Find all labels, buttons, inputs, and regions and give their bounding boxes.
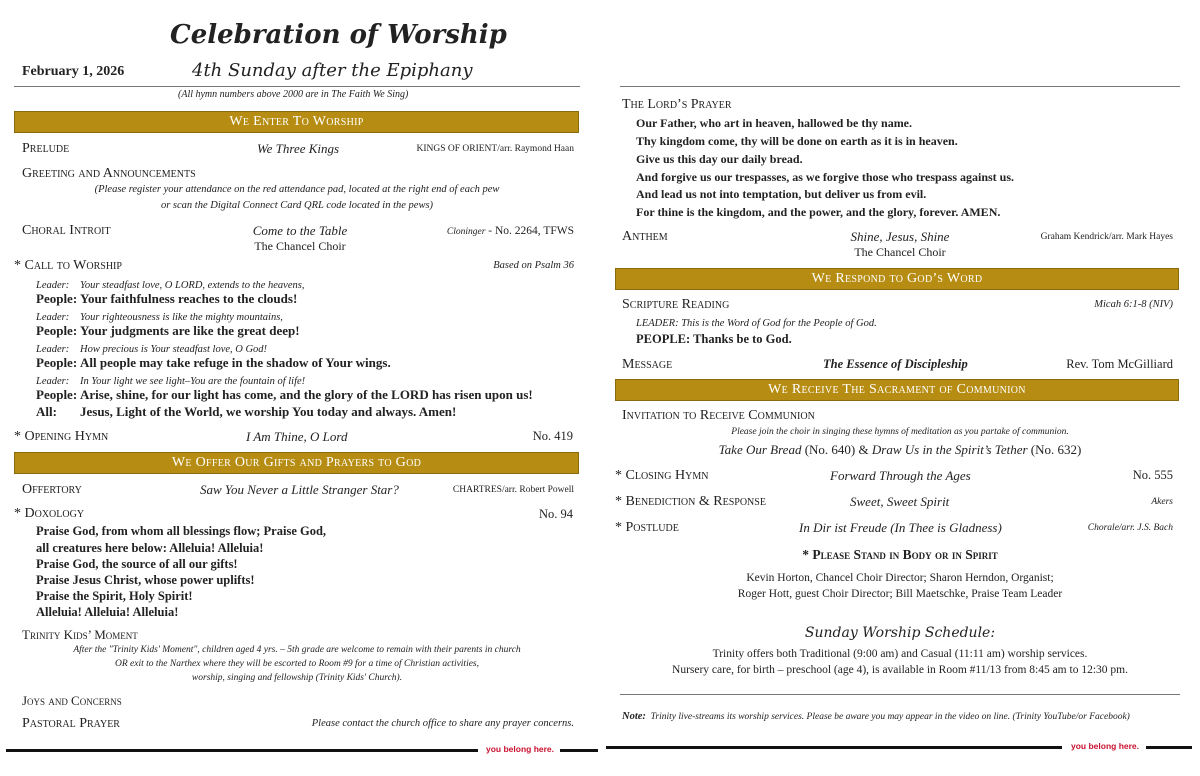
hymn-note: (All hymn numbers above 2000 are in The Faith We Sing) — [178, 89, 409, 100]
litany-speaker: Leader: — [36, 376, 70, 387]
doxology-line: Praise God, the source of all our gifts! — [36, 557, 238, 571]
invitation-label: Invitation to Receive Communion — [622, 408, 815, 423]
litany-speaker: People: — [36, 291, 78, 306]
prayer-line: Give us this day our daily bread. — [636, 152, 803, 166]
footer-rule-right-end — [1146, 746, 1192, 749]
kids-label: Trinity Kids’ Moment — [22, 627, 138, 642]
litany-speaker: People: — [36, 387, 78, 402]
note-label: Note: — [622, 711, 646, 722]
litany-text: Your righteousness is like the mighty mountains, — [80, 312, 283, 323]
doxology-label: * Doxology — [14, 506, 85, 521]
scripture-people: PEOPLE: Thanks be to God. — [636, 332, 792, 346]
offertory-credit: CHARTRES/arr. Robert Powell — [452, 485, 574, 495]
greeting-note-1: (Please register your attendance on the red attendance pad, located at the right end of each pew — [94, 184, 500, 195]
lords-prayer-label: The Lord’s Prayer — [622, 97, 732, 112]
anthem-performer: The Chancel Choir — [854, 245, 946, 259]
schedule-line-1: Trinity offers both Traditional (9:00 am) and Casual (11:11 am) worship services. — [712, 648, 1088, 660]
litany-text: All people may take refuge in the shadow of Your wings. — [80, 355, 391, 370]
header-rule — [14, 86, 580, 87]
kids-note-3: worship, singing and fellowship (Trinity Kids' Church). — [191, 673, 403, 683]
doxology-number: No. 94 — [538, 507, 573, 521]
doxology-line: all creatures here below: Alleluia! Alleluia! — [36, 541, 264, 555]
anthem-credit: Graham Kendrick/arr. Mark Hayes — [1040, 232, 1173, 242]
benediction-label: * Benediction & Response — [615, 494, 766, 509]
postlude-title: In Dir ist Freude (In Thee is Gladness) — [799, 520, 1002, 535]
litany-text: Jesus, Light of the World, we worship You today and always. Amen! — [80, 404, 457, 419]
prelude-label: Prelude — [22, 141, 70, 156]
opening-hymn-number: No. 419 — [532, 429, 573, 443]
communion-hymn-2: Draw Us in the Spirit’s Tether — [871, 442, 1028, 457]
doxology-line: Praise God, from whom all blessings flow; Praise God, — [36, 524, 327, 538]
offertory-label: Offertory — [22, 482, 82, 497]
communion-hymn-1: Take Our Bread — [718, 442, 802, 457]
litany-line — [36, 355, 391, 371]
litany-speaker: All: — [36, 404, 57, 419]
staff-line-1: Kevin Horton, Chancel Choir Director; Sharon Herndon, Organist; — [746, 572, 1054, 584]
anthem-title: Shine, Jesus, Shine — [850, 229, 950, 244]
note-text: Trinity live-streams its worship services. Please be aware you may appear in the video on line. (Trinity YouTube/or Facebook) — [650, 712, 1130, 722]
header-rule-right — [620, 86, 1180, 87]
doxology-line: Alleluia! Alleluia! Alleluia! — [36, 605, 179, 619]
prayer-line: Thy kingdom come, thy will be done on earth as it is in heaven. — [636, 134, 958, 148]
scripture-leader: LEADER: This is the Word of God for the People of God. — [636, 318, 877, 329]
prelude-title: We Three Kings — [257, 141, 340, 156]
doxology-line: Praise Jesus Christ, whose power uplifts! — [36, 573, 255, 587]
litany-text: Arise, shine, for our light has come, and the glory of the LORD has risen upon us! — [80, 387, 533, 402]
doxology-line: Praise the Spirit, Holy Spirit! — [36, 589, 193, 603]
prelude-credit: KINGS OF ORIENT/arr. Raymond Haan — [416, 144, 574, 154]
call-source: Based on Psalm 36 — [493, 260, 574, 271]
litany-text: Your steadfast love, O LORD, extends to the heavens, — [80, 280, 305, 291]
litany-text: Your faithfulness reaches to the clouds! — [80, 291, 298, 306]
introit-number: - No. 2264, TFWS — [485, 225, 574, 237]
invitation-note: Please join the choir in singing these hymns of meditation as you partake of communion. — [731, 427, 1069, 437]
message-speaker: Rev. Tom McGilliard — [1066, 357, 1173, 371]
schedule-line-2: Nursery care, for birth – preschool (age 4), is available in Room #11/13 from 8:45 am to 12:30 pm. — [672, 664, 1128, 676]
prayer-line: And forgive us our trespasses, as we forgive those who trespass against us. — [636, 170, 1015, 184]
footer-rule-right — [606, 746, 1062, 749]
offertory-title: Saw You Never a Little Stranger Star? — [200, 482, 399, 497]
litany-speaker: Leader: — [36, 280, 70, 291]
staff-line-2: Roger Hott, guest Choir Director; Bill Maetschke, Praise Team Leader — [737, 588, 1063, 600]
pastoral-note: Please contact the church office to share any prayer concerns. — [311, 718, 574, 729]
footer-rule-left — [6, 749, 478, 752]
section-bar-respond: We Respond to God’s Word — [615, 268, 1179, 290]
litany-line — [36, 291, 297, 307]
litany-line — [36, 323, 300, 339]
kids-note-2: OR exit to the Narthex where they will be escorted to Room #9 for a time of Christian activities, — [114, 659, 480, 669]
scripture-reference: Micah 6:1-8 (NIV) — [1094, 299, 1173, 310]
litany-line — [36, 308, 283, 324]
litany-text: How precious is Your steadfast love, O God! — [80, 344, 268, 355]
livestream-note — [622, 711, 1130, 722]
scripture-label: Scripture Reading — [622, 297, 730, 312]
benediction-title: Sweet, Sweet Spirit — [850, 494, 950, 509]
litany-speaker: People: — [36, 355, 78, 370]
liturgical-day: 4th Sunday after the Epiphany — [192, 60, 473, 81]
litany-speaker: People: — [36, 323, 78, 338]
anthem-label: Anthem — [622, 229, 668, 244]
introit-credit — [400, 225, 574, 237]
prayer-line: Our Father, who art in heaven, hallowed be thy name. — [636, 116, 913, 130]
litany-line — [36, 372, 305, 388]
message-label: Message — [622, 357, 673, 372]
postlude-credit: Chorale/arr. J.S. Bach — [1087, 523, 1173, 533]
litany-line — [36, 340, 267, 356]
message-title: The Essence of Discipleship — [823, 357, 968, 371]
kids-note-1: After the "Trinity Kids' Moment", children aged 4 yrs. – 5th grade are welcome to remain with their parents in church — [73, 645, 521, 655]
opening-hymn-label: * Opening Hymn — [14, 429, 109, 444]
introit-label: Choral Introit — [22, 223, 111, 238]
call-label: * Call to Worship — [14, 258, 122, 273]
greeting-note-2: or scan the Digital Connect Card QRL code located in the pews) — [160, 200, 434, 211]
closing-hymn-label: * Closing Hymn — [615, 468, 709, 483]
litany-line — [36, 387, 533, 403]
joys-label: Joys and Concerns — [22, 693, 122, 708]
section-bar-enter: We Enter To Worship — [14, 111, 579, 133]
section-bar-receive: We Receive The Sacrament of Communion — [615, 379, 1179, 401]
prayer-line: For thine is the kingdom, and the power, and the glory, forever. AMEN. — [636, 205, 1001, 219]
communion-hymn-1-number: (No. 640) & — [801, 442, 872, 457]
introit-composer: Cloninger — [446, 227, 486, 237]
note-rule — [620, 694, 1180, 695]
litany-text: In Your light we see light–You are the fountain of life! — [80, 376, 306, 387]
litany-line — [36, 404, 456, 420]
introit-performer: The Chancel Choir — [254, 239, 346, 253]
tagline-left: you belong here. — [486, 744, 555, 754]
closing-hymn-number: No. 555 — [1132, 468, 1173, 482]
greeting-label: Greeting and Announcements — [22, 166, 196, 181]
service-date: February 1, 2026 — [22, 64, 125, 79]
communion-hymns — [620, 442, 1180, 458]
litany-speaker: Leader: — [36, 344, 70, 355]
litany-line — [36, 276, 304, 292]
introit-title: Come to the Table — [252, 223, 348, 238]
opening-hymn-title: I Am Thine, O Lord — [246, 429, 348, 444]
communion-hymn-2-number: (No. 632) — [1027, 442, 1082, 457]
tagline-right: you belong here. — [1071, 741, 1140, 751]
litany-speaker: Leader: — [36, 312, 70, 323]
pastoral-label: Pastoral Prayer — [22, 716, 120, 731]
section-bar-offer: We Offer Our Gifts and Prayers to God — [14, 452, 579, 474]
litany-text: Your judgments are like the great deep! — [80, 323, 300, 338]
schedule-title: Sunday Worship Schedule: — [804, 625, 996, 641]
benediction-credit: Akers — [1151, 497, 1173, 507]
bulletin-title: Celebration of Worship — [170, 20, 507, 50]
prayer-line: And lead us not into temptation, but deliver us from evil. — [636, 187, 927, 201]
closing-hymn-title: Forward Through the Ages — [830, 468, 971, 483]
stand-instruction: * Please Stand in Body or in Spirit — [802, 547, 998, 562]
postlude-label: * Postlude — [615, 520, 679, 535]
footer-rule-left-end — [560, 749, 598, 752]
